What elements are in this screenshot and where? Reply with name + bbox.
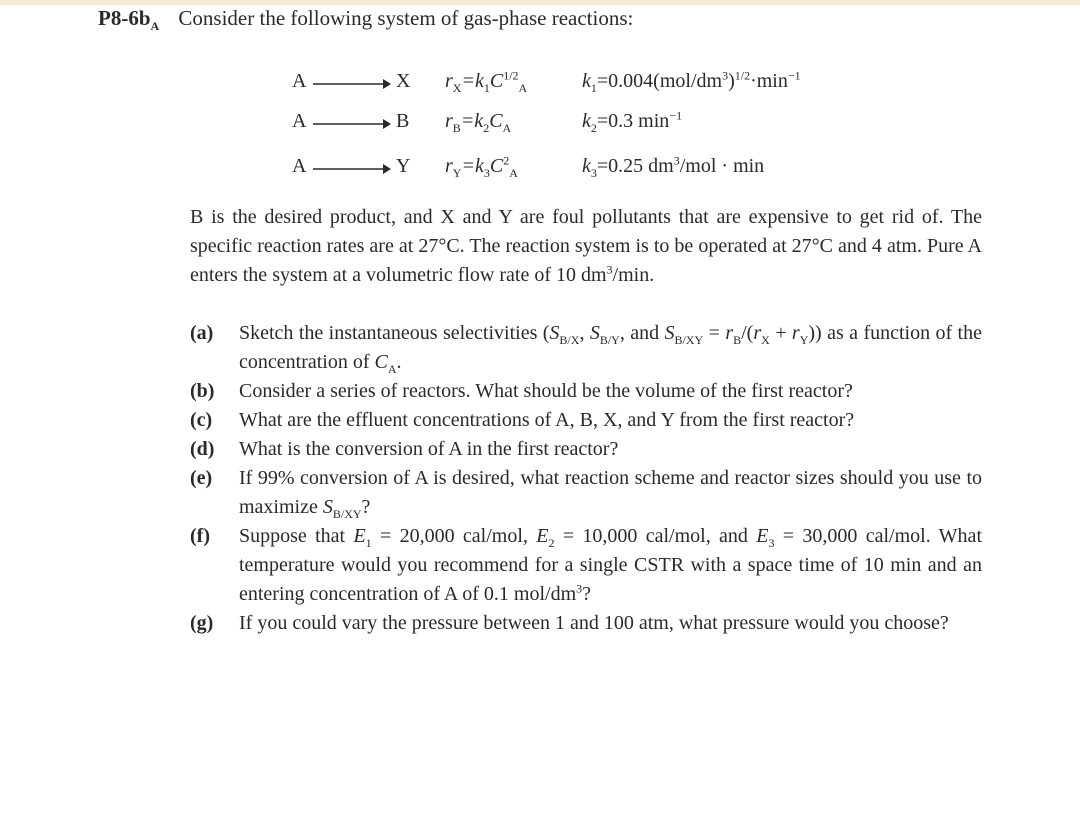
question-e: (e) If 99% conversion of A is desired, what reaction scheme and reactor sizes should you use to maximize $S_{B/XY}$? — [190, 464, 982, 522]
reactant: A — [292, 155, 307, 177]
product: Y — [396, 155, 411, 177]
problem-id: $P8-6b_A$ — [98, 6, 160, 34]
question-label: (g) — [190, 612, 214, 634]
rate-constant: $k_2=0.3$ $\min^{-1}$ — [582, 108, 683, 135]
question-label: (e) — [190, 467, 213, 489]
reaction-arrow-icon — [311, 70, 391, 96]
question-d: (d) What is the conversion of A in the first reactor? — [190, 435, 982, 464]
reactant: A — [292, 70, 307, 92]
question-list — [190, 319, 982, 638]
question-a: (a) Sketch the instantaneous selectivities ($S_{B/X}$, $S_{B/Y}$, and $S_{B/XY} = r_B/(r_X + r_Y)$) as a function of the concentration of $C_A$. — [190, 319, 982, 377]
problem-intro: Consider the following system of gas-phase reactions: — [178, 6, 634, 30]
question-label: (c) — [190, 409, 213, 431]
question-g: (g) If you could vary the pressure between 1 and 100 atm, what pressure would you choose? — [190, 609, 982, 638]
question-label: (a) — [190, 322, 214, 344]
reactant: A — [292, 110, 307, 132]
question-label: (d) — [190, 438, 215, 460]
product: X — [396, 70, 411, 92]
reaction-arrow-icon — [311, 110, 391, 136]
top-edge-strip — [0, 0, 1080, 5]
reaction-arrow-icon — [311, 155, 391, 181]
problem-header — [98, 6, 634, 34]
question-label: (f) — [190, 525, 210, 547]
question-f: (f) Suppose that $E_1 = 20,000$ cal/mol, $E_2 = 10,000$ cal/mol, and $E_3 = 30,000$ cal/mol. What temperature would you recommend for a single CSTR with a space time of 10 min and an entering concentration of A of 0.1 mol/$dm^3$? — [190, 522, 982, 609]
rate-law: $r_Y=k_3C^2_A$ — [445, 153, 518, 180]
question-c: (c) What are the effluent concentrations of A, B, X, and Y from the first reactor? — [190, 406, 982, 435]
question-label: (b) — [190, 380, 215, 402]
rate-law: $r_B=k_2C_A$ — [445, 110, 512, 135]
question-b: (b) Consider a series of reactors. What should be the volume of the first reactor? — [190, 377, 982, 406]
problem-statement: B is the desired product, and X and Y are foul pollutants that are expensive to get rid of. The specific reaction rates are at 27°C. The reaction system is to be operated at 27°C and 4 atm. Pure A enters the system at a volumetric flow rate of 10 $dm^3/\min$. — [190, 206, 982, 286]
rate-constant: $k_1=0.004(mol/dm^3)^{1/2}\cdot\min^{-1}$ — [582, 68, 801, 95]
rate-constant: $k_3=0.25$ $dm^3$/mol · min — [582, 153, 765, 180]
product: B — [396, 110, 410, 132]
rate-law: $r_X=k_1C^{1/2}_A$ — [445, 68, 528, 95]
